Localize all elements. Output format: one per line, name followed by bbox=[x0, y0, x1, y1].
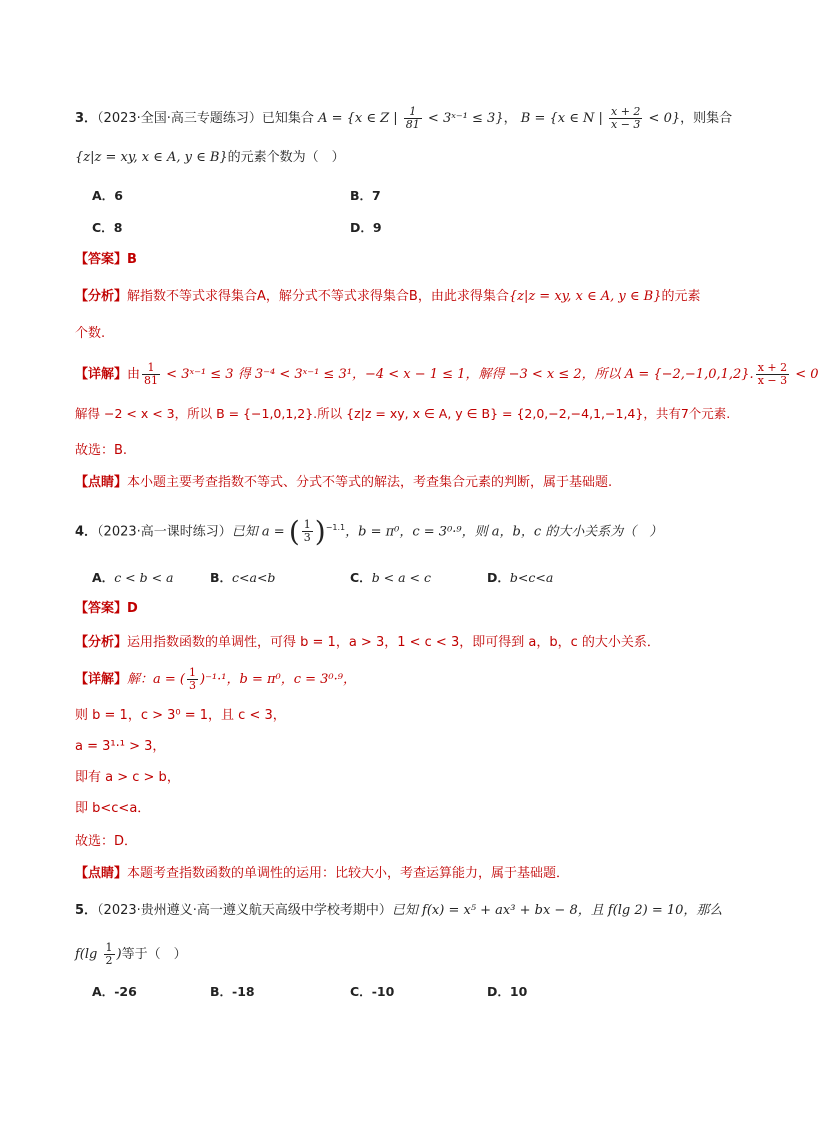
q3-source: （2023·全国·高三专题练习） bbox=[97, 111, 262, 126]
q3-answer-label: 【答案】 bbox=[75, 252, 128, 267]
q3-set-a-fraction: $\frac{1}{81}$ bbox=[405, 105, 420, 131]
q4-answer-value: D bbox=[127, 601, 138, 616]
q4-answer bbox=[75, 599, 138, 619]
q4-analysis-label: 【分析】 bbox=[75, 635, 128, 650]
q4-detail-line5: 即 b<c<a． bbox=[75, 801, 151, 816]
q3-analysis-label: 【分析】 bbox=[75, 289, 128, 304]
q4-detail-line4: 即有 a > c > b， bbox=[75, 770, 180, 785]
q5-option-c[interactable]: C．-10 bbox=[350, 984, 395, 999]
q4-option-b[interactable]: B．c<a<b bbox=[210, 570, 276, 585]
q3-detail-line2: 解得 −2 < x < 3，所以 B = {−1,0,1,2}.所以 {z|z = xy, x ∈ A, y ∈ B} = {2,0,−2,−4,1,−1,4}，共有7个元素. bbox=[75, 406, 731, 421]
q3-detail-line1: 【详解】由 $\frac{1}{81}$ < 3ˣ⁻¹ ≤ 3 得 3⁻⁴ < 3ˣ⁻¹ ≤ 3¹，−4 < x − 1 ≤ 1，解得 −3 < x ≤ 2，所以 A = {−2,−1,0,1,2}. $\frac{x + 2}{x - 3}$ < 0 bbox=[75, 361, 819, 387]
q4-detail-fraction: $\frac{1}{3}$ bbox=[189, 666, 196, 692]
q4-comment-label: 【点睛】 bbox=[75, 866, 128, 881]
q3-set-z: {z|z = xy, x ∈ A, y ∈ B} bbox=[75, 150, 228, 165]
q3-stem-line2 bbox=[75, 148, 345, 168]
q5-stem-line2: f(lg $\frac{1}{2}$ )等于（ ） bbox=[75, 941, 187, 967]
q3-comment-label: 【点睛】 bbox=[75, 475, 128, 490]
q5-option-a[interactable]: A．-26 bbox=[92, 984, 137, 999]
q4-detail-label: 【详解】 bbox=[75, 672, 128, 687]
q3-option-a[interactable]: A．6 bbox=[92, 188, 123, 203]
q3-detail-fraction2: $\frac{x + 2}{x - 3}$ bbox=[757, 361, 788, 387]
q3-answer bbox=[75, 250, 137, 270]
q3-stem-c: 的元素个数为（ ） bbox=[227, 150, 345, 165]
q3-analysis: 【分析】解指数不等式求得集合A，解分式不等式求得集合B，由此求得集合{z|z = xy, x ∈ A, y ∈ B}的元素 bbox=[75, 289, 701, 304]
q4-option-c[interactable]: C．b < a < c bbox=[350, 570, 431, 585]
q4-option-a[interactable]: A．c < b < a bbox=[92, 570, 174, 585]
q3-detail-fraction: $\frac{1}{81}$ bbox=[144, 361, 159, 387]
q4-stem: 4．（2023·高一课时练习）已知 a = ( $\frac{1}{3}$ )$^{-1.1}$，b = π⁰，c = 3⁰·⁹，则 a，b，c 的大小关系为（ ） bbox=[75, 514, 663, 548]
q3-analysis-cont: 个数. bbox=[75, 326, 106, 341]
q3-number: 3． bbox=[75, 111, 98, 126]
q3-detail-label: 【详解】 bbox=[75, 367, 128, 382]
q3-option-b[interactable]: B．7 bbox=[350, 188, 381, 203]
q3-stem-line1: 3．（2023·全国·高三专题练习）已知集合 A = {x ∈ Z | $\frac{1}{81}$ < 3ˣ⁻¹ ≤ 3}， B = {x ∈ N | $\frac{x + 2}{x - 3}$ < 0}，则集合 bbox=[75, 105, 733, 131]
q4-detail-line1: 【详解】解：a = ( $\frac{1}{3}$ )⁻¹·¹，b = π⁰，c = 3⁰·⁹， bbox=[75, 666, 356, 692]
q3-option-c[interactable]: C．8 bbox=[92, 220, 123, 235]
q3-comment: 【点睛】本小题主要考查指数不等式、分式不等式的解法，考查集合元素的判断，属于基础题. bbox=[75, 475, 613, 490]
q5-source: （2023·贵州遵义·高一遵义航天高级中学校考期中） bbox=[97, 903, 392, 918]
q3-option-d[interactable]: D．9 bbox=[350, 220, 382, 235]
q3-answer-value: B bbox=[127, 252, 137, 267]
q4-comment: 【点睛】本题考查指数函数的单调性的运用：比较大小，考查运算能力，属于基础题． bbox=[75, 866, 570, 881]
q3-choose: 故选：B. bbox=[75, 443, 128, 458]
q4-detail-line3: a = 3¹·¹ > 3， bbox=[75, 739, 166, 754]
q3-set-b: B = {x ∈ N | $\frac{x + 2}{x - 3}$ < 0} bbox=[520, 105, 681, 131]
q5-stem-fraction: $\frac{1}{2}$ bbox=[105, 941, 113, 967]
q3-stem-a: 已知集合 bbox=[261, 111, 314, 126]
q4-detail-line2: 则 b = 1，c > 3⁰ = 1，且 c < 3， bbox=[75, 708, 286, 723]
q4-option-d[interactable]: D．b<c<a bbox=[487, 570, 554, 585]
q5-number: 5． bbox=[75, 903, 98, 918]
q4-answer-label: 【答案】 bbox=[75, 601, 128, 616]
q5-option-d[interactable]: D．10 bbox=[487, 984, 528, 999]
q5-option-b[interactable]: B．-18 bbox=[210, 984, 255, 999]
q4-choose: 故选：D． bbox=[75, 834, 138, 849]
q4-source: （2023·高一课时练习） bbox=[97, 524, 232, 540]
q3-set-a: A = {x ∈ Z | $\frac{1}{81}$ < 3ˣ⁻¹ ≤ 3} bbox=[318, 105, 504, 131]
q4-number: 4． bbox=[75, 524, 98, 540]
q4-analysis: 【分析】运用指数函数的单调性，可得 b = 1，a > 3，1 < c < 3，即可得到 a，b，c 的大小关系． bbox=[75, 635, 660, 650]
q3-stem-b: ，则集合 bbox=[680, 111, 733, 126]
q3-set-b-fraction: $\frac{x + 2}{x - 3}$ bbox=[611, 105, 641, 131]
q4-stem-fraction: $\frac{1}{3}$ bbox=[303, 518, 311, 545]
q5-stem-line1: 5．（2023·贵州遵义·高一遵义航天高级中学校考期中）已知 f(x) = x⁵ + ax³ + bx − 8，且 f(lg 2) = 10，那么 bbox=[75, 903, 723, 918]
